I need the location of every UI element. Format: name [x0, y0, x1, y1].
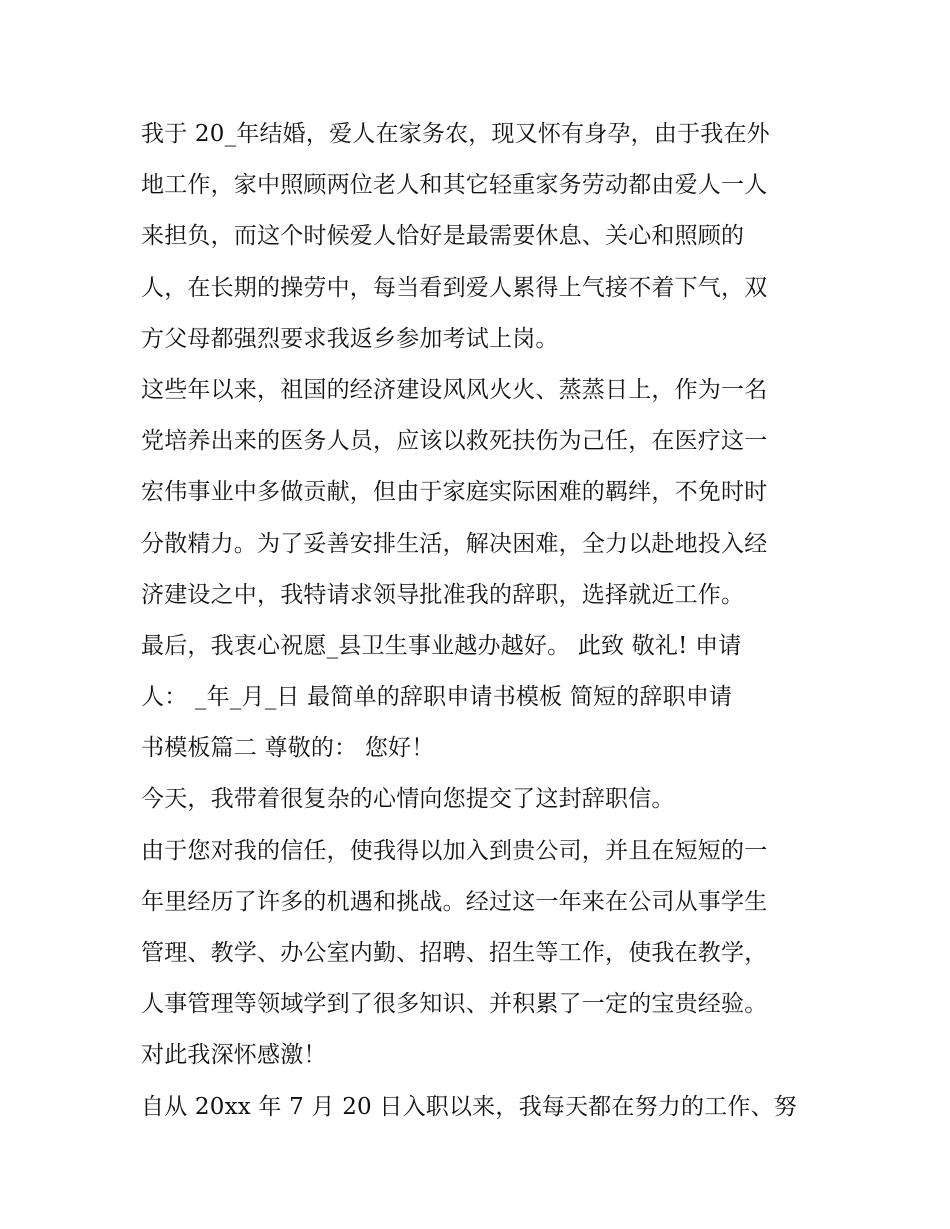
text-line: 党培养出来的医务人员，应该以救死扶伤为己任，在医疗这一: [141, 428, 768, 455]
text-line: 自从 20xx 年 7 月 20 日入职以来，我每天都在努力的工作、努: [141, 1093, 797, 1120]
text-line: 人，在长期的操劳中，每当看到爱人累得上气接不着下气，双: [141, 274, 768, 301]
text-line: 管理、教学、办公室内勤、招聘、招生等工作，使我在教学，: [141, 940, 768, 966]
text-line: 方父母都强烈要求我返乡参加考试上岗。: [141, 325, 559, 352]
text-line: 来担负，而这个时候爱人恰好是最需要休息、关心和照顾的: [141, 223, 745, 250]
text-line: 地工作，家中照顾两位老人和其它轻重家务劳动都由爱人一人: [141, 172, 768, 199]
document-body: [141, 109, 821, 1133]
text-line: 这些年以来，祖国的经济建设风风火火、蒸蒸日上，作为一名: [141, 376, 768, 403]
text-line: 宏伟事业中多做贡献，但由于家庭实际困难的羁绊，不免时时: [141, 479, 768, 506]
text-line: 人事管理等领域学到了很多知识、并积累了一定的宝贵经验。: [141, 991, 768, 1018]
text-line: 对此我深怀感激！: [141, 1042, 327, 1069]
text-line: 书模板篇二 尊敬的： 您好！: [141, 735, 435, 762]
text-line: 济建设之中，我特请求领导批准我的辞职，选择就近工作。: [141, 581, 745, 608]
text-line: 我于 20_年结婚，爱人在家务农，现又怀有身孕，由于我在外: [141, 121, 770, 147]
text-line: 年里经历了许多的机遇和挑战。经过这一年来在公司从事学生: [141, 888, 768, 915]
text-line: 分散精力。为了妥善安排生活，解决困难，全力以赴地投入经: [141, 530, 768, 557]
text-line: 由于您对我的信任，使我得以加入到贵公司，并且在短短的一: [141, 837, 768, 864]
text-line: 人： _年_月_日 最简单的辞职申请书模板 简短的辞职申请: [141, 684, 733, 711]
text-line: 最后，我衷心祝愿_县卫生事业越办越好。 此致 敬礼! 申请: [141, 632, 742, 659]
text-line: 今天，我带着很复杂的心情向您提交了这封辞职信。: [141, 786, 675, 813]
